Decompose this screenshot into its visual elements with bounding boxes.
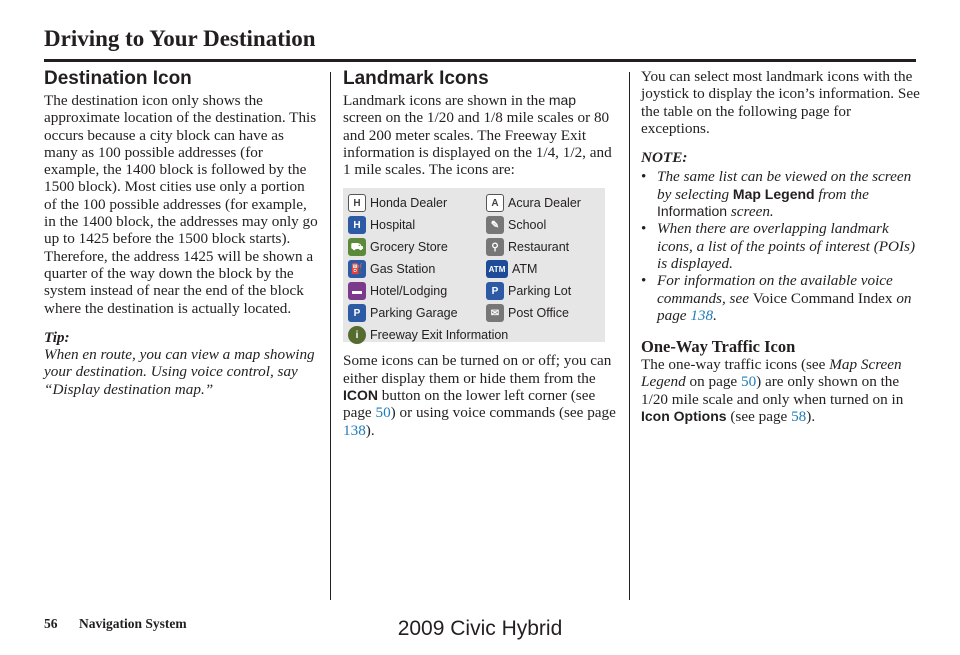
landmark-intro-text: Landmark icons are shown in the (343, 92, 549, 109)
text: ). (806, 408, 816, 426)
grocery-cart-icon: ⛟ (348, 238, 366, 256)
text: The same list can be viewed on the screen by selecting (657, 168, 912, 203)
landmark-intro (343, 92, 618, 178)
landmark-toggle-text (343, 352, 618, 438)
destination-icon-body: The destination icon only shows the approximate location of the destination. This occurs because a city block can have as many as 100 possible addresses (for example, the 1400 block is followed by the 1500 block). Most cities use only a portion of the 100 possible addresses (for example, in the 1400 block, the addresses may only go up to 1425 before the 1500 block starts). Therefore, the address 1425 will be shown a quarter of the way down the block by the system instead of near the end of the block where the destination is actually located. (44, 92, 318, 317)
note-item: • When there are overlapping landmark icons, a list of the points of interest (POIs) is displayed. (641, 220, 921, 272)
note-item (641, 272, 921, 324)
legend-label: Parking Garage (370, 305, 458, 320)
text: The one-way traffic icons (see (641, 356, 830, 374)
legend-item-honda-dealer (348, 193, 447, 213)
honda-dealer-icon: H (348, 194, 366, 212)
legend-item-parking-garage (348, 303, 458, 323)
text: (see page (726, 408, 792, 426)
legend-label: Acura Dealer (508, 195, 581, 210)
watermark-text: 2009 Civic Hybrid (397, 617, 563, 640)
legend-label: Grocery Store (370, 239, 448, 254)
text: screen. (727, 203, 774, 221)
legend-item-freeway-exit (348, 325, 508, 345)
legend-label: Parking Lot (508, 283, 572, 298)
legend-item-hospital (348, 215, 415, 235)
page-title: Driving to Your Destination (44, 26, 316, 51)
text: Some icons can be turned on or off; you can either display them or hide them from the (343, 352, 612, 387)
legend-label: Freeway Exit Information (370, 327, 509, 342)
legend-item-school (486, 215, 546, 235)
text: on page (657, 289, 912, 324)
information-term: Information (657, 203, 728, 220)
subheading-one-way-traffic: One-Way Traffic Icon (641, 337, 796, 357)
parking-lot-icon: P (486, 282, 504, 300)
legend-item-parking-lot (486, 281, 571, 301)
legend-item-atm (486, 259, 537, 279)
note-heading: NOTE: (641, 149, 688, 167)
restaurant-icon: ⚲ (486, 238, 504, 256)
legend-label: Post Office (508, 305, 569, 320)
page-link-138[interactable]: 138 (343, 421, 366, 439)
map-legend-term: Map Legend (732, 185, 815, 202)
parking-garage-icon: P (348, 304, 366, 322)
landmark-select-text: You can select most landmark icons with the joystick to display the icon’s information. See the table on the following page for exceptions. (641, 68, 920, 137)
column-divider-1 (330, 72, 331, 600)
note-item (641, 168, 921, 220)
map-screen-legend-term: Map Screen Legend (641, 356, 902, 391)
text: button on the lower left corner (see page (343, 387, 596, 422)
school-icon: ✎ (486, 216, 504, 234)
tip-heading: Tip: (44, 328, 70, 346)
text: . (713, 306, 717, 324)
section-heading-landmark-icons: Landmark Icons (343, 68, 489, 89)
column-landmark-info (641, 68, 921, 425)
page-number: 56 (44, 616, 58, 631)
map-screen-term: map (548, 92, 577, 108)
landmark-intro-text-2: screen on the 1/20 and 1/8 mile scales or 80 and 200 meter scales. The Freeway Exit information is displayed on the 1/4, 1/2, and 1 mile scales. The icons are: (343, 109, 612, 179)
legend-item-restaurant (486, 237, 569, 257)
info-icon: i (348, 326, 366, 344)
page-link-50[interactable]: 50 (375, 404, 391, 422)
text: ) or using voice commands (see page (390, 404, 616, 422)
section-heading-destination-icon: Destination Icon (44, 68, 192, 89)
page-link-50[interactable]: 50 (740, 373, 757, 391)
legend-label: Hotel/Lodging (370, 283, 448, 298)
hospital-icon: H (348, 216, 366, 234)
page-link-58[interactable]: 58 (791, 408, 807, 426)
column-destination-icon (44, 68, 320, 398)
footer-label: Navigation System (79, 616, 187, 631)
icon-button-term: ICON (343, 387, 378, 404)
one-way-traffic-body (641, 356, 921, 425)
legend-item-gas-station (348, 259, 435, 279)
text: For information on the available voice commands, see (657, 272, 893, 307)
tip-body: When en route, you can view a map showing your destination. Using voice control, say “Display destination map.” (44, 346, 315, 398)
page-link-138[interactable]: 138 (690, 306, 714, 324)
voice-command-index-term: Voice Command Index (752, 289, 893, 307)
header-rule (44, 59, 916, 62)
legend-item-hotel-lodging (348, 281, 447, 301)
legend-label: Honda Dealer (370, 195, 448, 210)
text: ) are only shown on the 1/20 mile scale and only when turned on in (641, 373, 904, 408)
landmark-legend-box (343, 188, 605, 342)
legend-label: ATM (512, 261, 538, 276)
legend-label: Restaurant (508, 239, 570, 254)
column-landmark-icons (343, 68, 618, 439)
bed-icon: ▬ (348, 282, 366, 300)
text: from the (814, 185, 869, 203)
icon-options-term: Icon Options (641, 408, 727, 425)
legend-label: Gas Station (370, 261, 436, 276)
column-divider-2 (629, 72, 630, 600)
legend-label: School (508, 217, 547, 232)
gas-pump-icon: ⛽ (348, 260, 366, 278)
acura-dealer-icon: A (486, 194, 504, 212)
mailbox-icon: ✉ (486, 304, 504, 322)
text: ). (365, 421, 375, 439)
legend-item-acura-dealer (486, 193, 581, 213)
legend-item-post-office (486, 303, 569, 323)
note-list (641, 168, 921, 324)
legend-item-grocery-store (348, 237, 448, 257)
text: on page (685, 373, 741, 391)
legend-label: Hospital (370, 217, 416, 232)
atm-icon: ATM (486, 260, 508, 278)
